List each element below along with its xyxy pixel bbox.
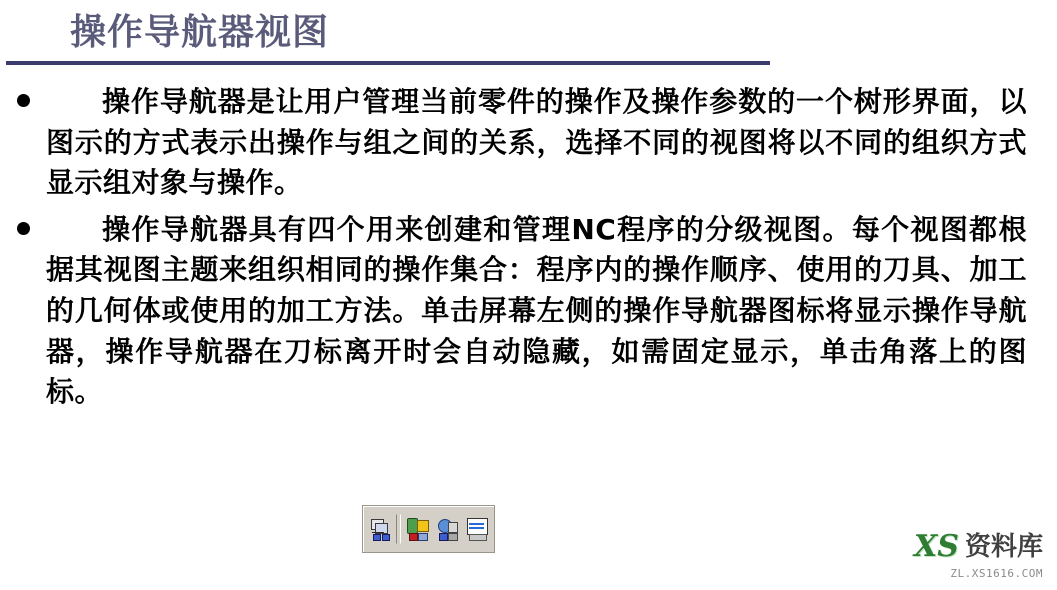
program-order-view-icon[interactable] [366, 513, 394, 545]
bullet-paragraph: 操作导航器具有四个用来创建和管理NC程序的分级视图。每个视图都根据其视图主题来组织相同的操作集合：程序内的操作顺序、使用的刀具、加工的几何体或使用的加工方法。单击屏幕左侧的操作导航器图标将显示操作导航器，操作导航器在刀标离开时会自动隐藏，如需固定显示，单击角落上的图标。 [46, 212, 1027, 409]
watermark [893, 526, 1043, 580]
machine-tool-view-icon[interactable] [403, 513, 431, 545]
page-title: 操作导航器视图 [70, 12, 330, 53]
body-content [0, 82, 1057, 419]
machining-method-view-icon[interactable] [463, 513, 491, 545]
bullet-paragraph: 操作导航器是让用户管理当前零件的操作及操作参数的一个树形界面，以图示的方式表示出操作与组之间的关系，选择不同的视图将以不同的组织方式显示组对象与操作。 [46, 85, 1027, 200]
operation-navigator-toolbar [362, 505, 495, 553]
bullet-marker-icon [0, 210, 46, 239]
bullet-marker-icon [0, 82, 46, 111]
watermark-logo-row [914, 529, 1043, 564]
geometry-view-icon[interactable] [433, 513, 461, 545]
watermark-url: ZL.XS1616.COM [950, 567, 1043, 580]
watermark-logo-icon: XS [914, 529, 959, 564]
title-block [0, 10, 790, 65]
toolbar-separator [396, 514, 401, 544]
title-divider [6, 61, 770, 65]
list-item [0, 82, 1057, 204]
list-item [0, 210, 1057, 413]
watermark-word: 资料库 [964, 532, 1043, 562]
